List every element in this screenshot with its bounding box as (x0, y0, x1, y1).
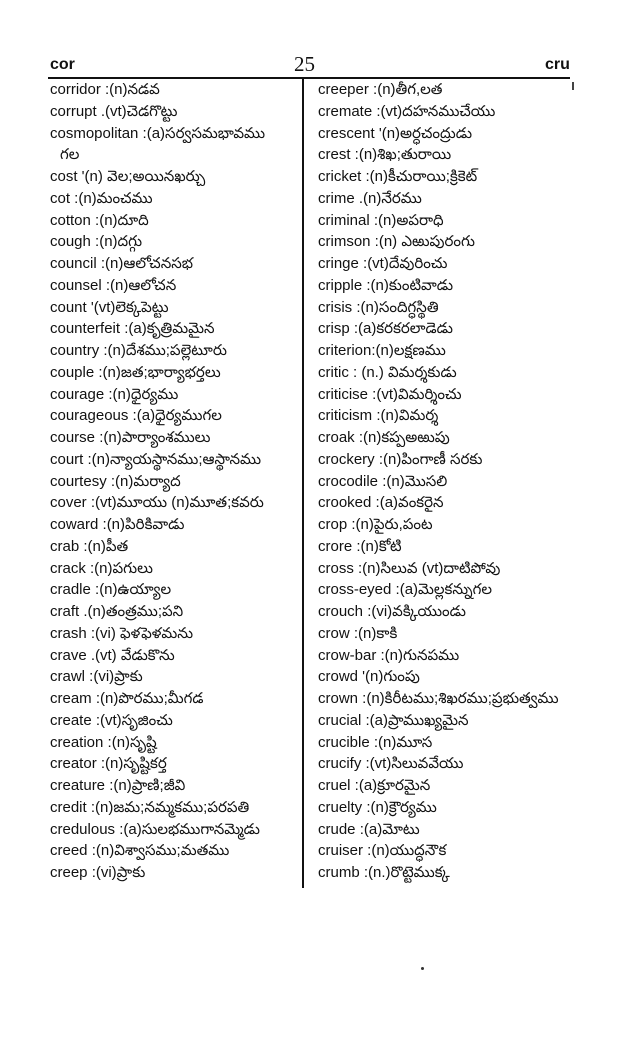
dictionary-entry: crow :(n)కాకి (318, 624, 398, 642)
page-number: 25 (294, 52, 315, 76)
dictionary-entry: cremate :(vt)దహనముచేయు (318, 102, 496, 120)
dictionary-entry: cost '(n) వెల;అయినఖర్చు (50, 168, 206, 185)
column-divider (302, 78, 304, 888)
dictionary-entry: crumb :(n.)రొట్టెముక్క (318, 864, 450, 881)
dictionary-entry: creator :(n)సృష్టికర్త (50, 755, 167, 773)
guide-word-right: cru (545, 56, 570, 73)
guide-word-left: cor (50, 56, 75, 73)
dictionary-entry: counterfeit :(a)కృత్రిమమైన (50, 320, 215, 338)
margin-mark (572, 82, 574, 90)
dictionary-entry: crucial :(a)ప్రాముఖ్యమైన (318, 711, 469, 729)
dictionary-entry: criterion:(n)లక్షణము (318, 342, 446, 359)
dictionary-entry: court :(n)న్యాయస్థానము;ఆస్థానము (50, 450, 262, 468)
dictionary-entry: crimson :(n) ఎఱుపురంగు (318, 233, 475, 251)
dictionary-entry: crucible :(n)మూస (318, 733, 433, 751)
dictionary-entry: corridor :(n)నడవ (50, 81, 160, 98)
left-column (50, 79, 298, 884)
dictionary-entry: cover :(vt)మూయు (n)మూత;కవరు (50, 494, 264, 512)
dictionary-entry: coward :(n)పిరికివాడు (50, 516, 185, 533)
dictionary-entry: creep :(vi)ప్రాకు (50, 864, 146, 881)
dictionary-entry: criticise :(vt)విమర్శించు (318, 385, 462, 403)
dictionary-entry: cruiser :(n)యుద్ధనౌక (318, 842, 447, 860)
dictionary-entry: crucify :(vt)సిలువవేయు (318, 755, 464, 773)
dictionary-entry: cot :(n)మంచము (50, 189, 153, 207)
dictionary-entry: crime .(n)నేరము (318, 189, 422, 207)
dictionary-entry: గల (60, 146, 80, 164)
dictionary-entry: crude :(a)మోటు (318, 820, 420, 838)
dictionary-entry: crow-bar :(n)గునపము (318, 646, 460, 664)
dictionary-entry: cricket :(n)కీచురాయి;క్రికెట్ (318, 168, 478, 185)
dictionary-entry: critic : (n.) విమర్శకుడు (318, 363, 457, 381)
dictionary-entry: crest :(n)శిఖ;తురాయి (318, 146, 452, 164)
dictionary-entry: cruel :(a)క్రూరమైన (318, 777, 431, 794)
dictionary-entry: crave .(vt) వేడుకొను (50, 646, 175, 664)
dictionary-entry: cringe :(vt)దేవురించు (318, 255, 448, 272)
dictionary-entry: crockery :(n)పింగాణీ సరకు (318, 450, 483, 468)
dictionary-entry: cripple :(n)కుంటివాడు (318, 276, 454, 294)
dictionary-entry: country :(n)దేశము;పల్లెటూరు (50, 342, 227, 359)
dictionary-entry: create :(vt)సృజించు (50, 711, 173, 729)
dictionary-entry: crab :(n)పీత (50, 537, 129, 555)
dictionary-entry: crore :(n)కోటి (318, 537, 402, 555)
dictionary-entry: crocodile :(n)మొసలి (318, 472, 448, 490)
dictionary-entry: cough :(n)దగ్గు (50, 233, 143, 251)
dictionary-entry: creed :(n)విశ్వాసము;మతము (50, 842, 230, 860)
dictionary-entry: creation :(n)సృష్టి (50, 733, 157, 751)
dictionary-entry: criticism :(n)విమర్శ (318, 407, 439, 425)
dictionary-entry: croak :(n)కప్పఅఱుపు (318, 429, 450, 446)
dictionary-entry: crisp :(a)కరకరలాడెడు (318, 320, 453, 338)
dictionary-entry: cream :(n)పొరము;మీగడ (50, 690, 204, 707)
dictionary-entry: creeper :(n)తీగ,లత (318, 81, 443, 98)
dictionary-entry: couple :(n)జత;భార్యాభర్తలు (50, 363, 221, 381)
dictionary-entry: courtesy :(n)మర్యాద (50, 472, 181, 490)
dictionary-entry: crop :(n)పైరు,పంట (318, 516, 433, 533)
dictionary-entry: crawl :(vi)ప్రాకు (50, 668, 143, 686)
dictionary-entry: credulous :(a)సులభముగానమ్మెడు (50, 820, 260, 838)
dictionary-entry: crooked :(a)వంకరైన (318, 494, 444, 512)
dictionary-entry: cosmopolitan :(a)సర్వసమభావము (50, 124, 266, 142)
dictionary-entry: counsel :(n)ఆలోచన (50, 276, 177, 294)
dictionary-entry: course :(n)పార్యాంశములు (50, 429, 211, 446)
dictionary-entry: courage :(n)ధైర్యము (50, 385, 179, 403)
dictionary-entry: crouch :(vi)వక్కియుండు (318, 603, 466, 620)
dictionary-entry: cradle :(n)ఉయ్యాల (50, 581, 172, 599)
speck (421, 967, 424, 970)
dictionary-entry: corrupt .(vt)చెడగొట్టు (50, 102, 178, 120)
dictionary-entry: craft .(n)తంత్రము;పని (50, 603, 184, 620)
dictionary-entry: count '(vt)లెక్కపెట్టు (50, 298, 169, 316)
dictionary-entry: crescent '(n)అర్ధచంద్రుడు (318, 124, 473, 142)
dictionary-entry: cross-eyed :(a)మెల్లకన్నుగల (318, 581, 492, 599)
dictionary-entry: courageous :(a)ధైర్యముగల (50, 407, 222, 425)
dictionary-entry: crack :(n)పగులు (50, 559, 153, 577)
dictionary-entry: crowd '(n)గుంపు (318, 668, 420, 686)
right-column (318, 79, 570, 884)
dictionary-entry: creature :(n)ప్రాణి;జీవి (50, 777, 186, 794)
dictionary-entry: cross :(n)సిలువ (vt)దాటిపోవు (318, 559, 501, 577)
dictionary-entry: criminal :(n)అపరాధి (318, 211, 444, 229)
dictionary-entry: credit :(n)జమ;నమ్మకము;పరపతి (50, 798, 250, 816)
dictionary-entry: council :(n)ఆలోచనసభ (50, 255, 194, 272)
dictionary-entry: cotton :(n)దూది (50, 211, 149, 229)
dictionary-entry: cruelty :(n)క్రౌర్యము (318, 798, 437, 816)
dictionary-entry: crash :(vi) ఫెళఫెళమను (50, 624, 194, 642)
dictionary-entry: crown :(n)కిరీటము;శిఖరము;ప్రభుత్వము (318, 690, 559, 707)
dictionary-entry: crisis :(n)సందిగ్ధస్థితి (318, 298, 439, 316)
